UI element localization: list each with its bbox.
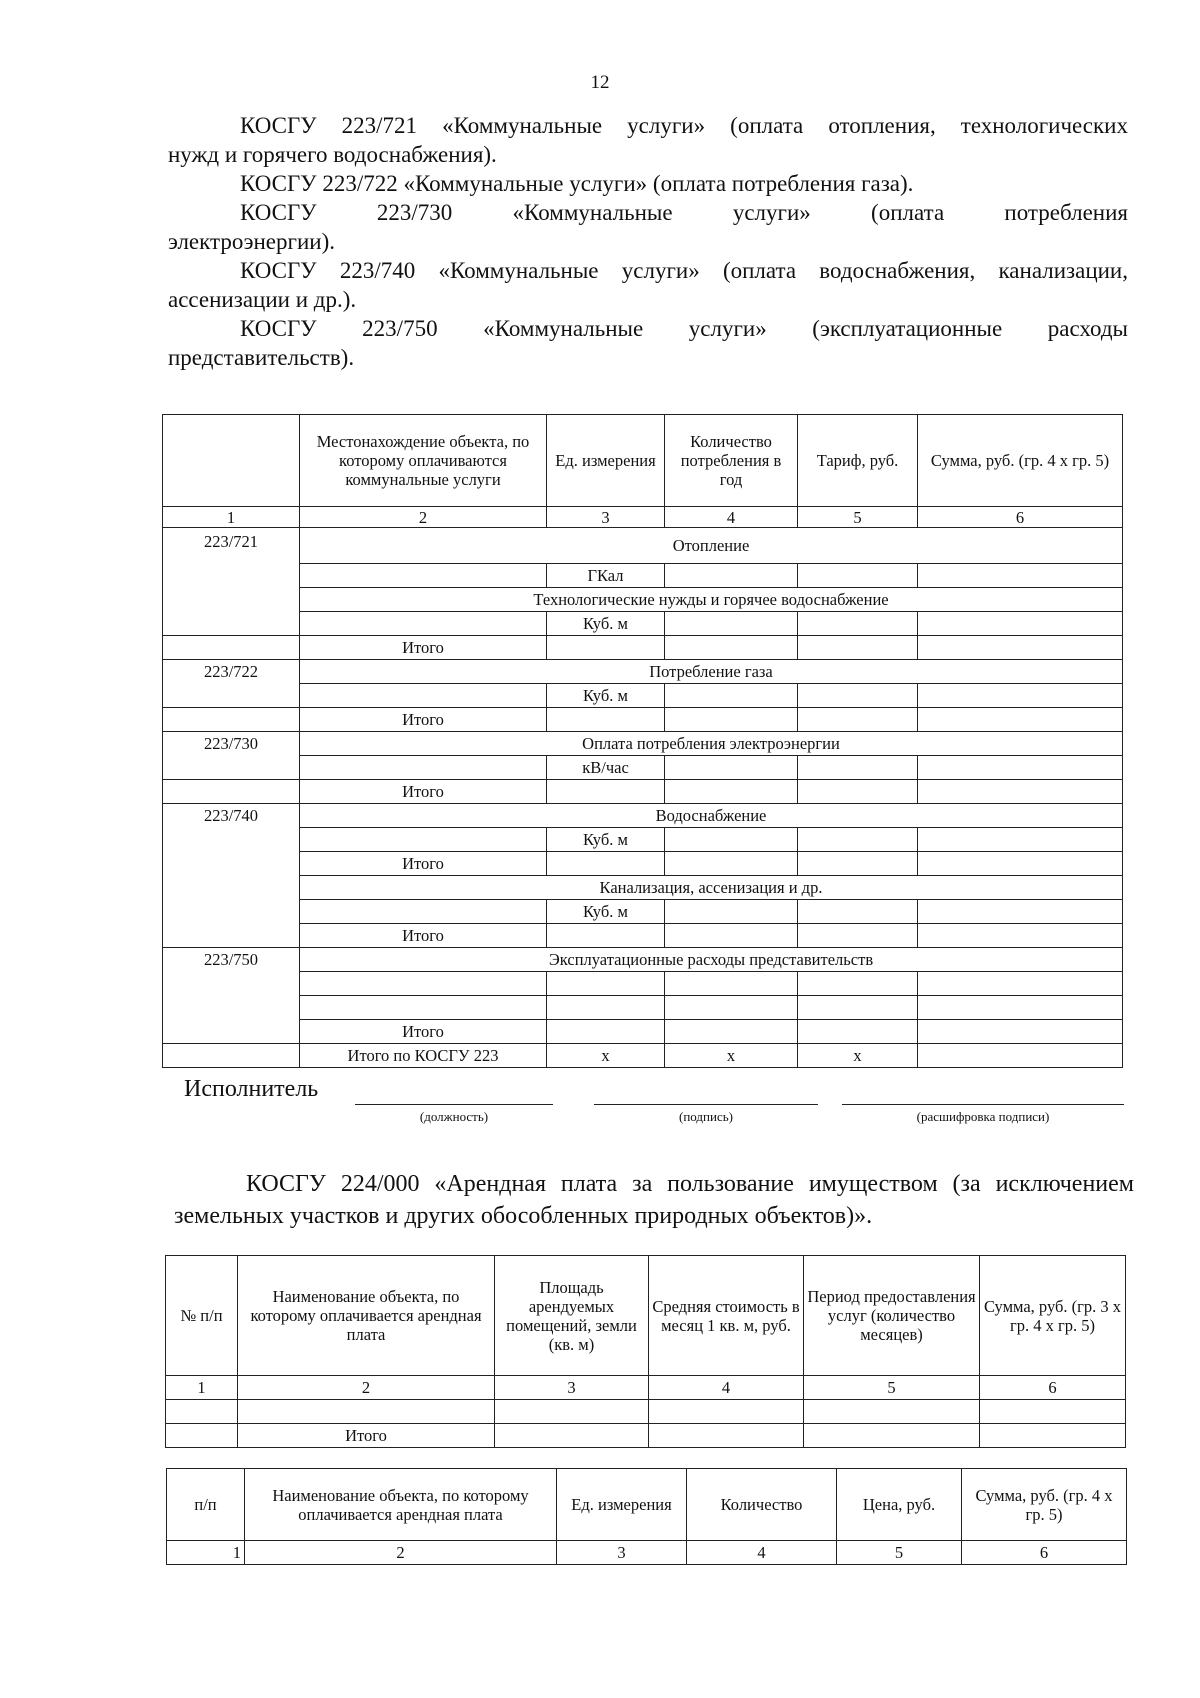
column-number-row (166, 1376, 1126, 1400)
paragraph-223-740-line2: ассенизации и др.). (168, 287, 357, 312)
section-heading: Потребление газа (300, 660, 1123, 684)
table-row (163, 900, 1123, 924)
total-label: Итого (300, 636, 547, 660)
table-row (163, 612, 1123, 636)
total-row (163, 708, 1123, 732)
table-row (163, 972, 1123, 996)
total-label: Итого (300, 924, 547, 948)
rent-table (165, 1255, 1126, 1448)
col-number: 6 (980, 1376, 1126, 1400)
signature-caption: (подпись) (679, 1109, 733, 1124)
unit-cell: Куб. м (547, 612, 665, 636)
header-cell: Средняя стоимость в месяц 1 кв. м, руб. (649, 1256, 804, 1376)
paragraph-223-750-line2: представительств). (168, 345, 355, 370)
col-number: 6 (962, 1541, 1127, 1565)
kosgu-code: 223/750 (163, 948, 300, 1044)
section-heading: Эксплуатационные расходы представительств (300, 948, 1123, 972)
col-number: 1 (166, 1376, 238, 1400)
header-cell: Ед. измерения (557, 1469, 687, 1541)
col-number: 4 (687, 1541, 837, 1565)
header-cell: № п/п (166, 1256, 238, 1376)
paragraph-223-721-line2: нужд и горячего водоснабжения). (168, 142, 497, 167)
header-cell: Количество (687, 1469, 837, 1541)
header-cell: п/п (167, 1469, 245, 1541)
header-cell: Цена, руб. (837, 1469, 962, 1541)
col-number: 1 (167, 1541, 245, 1565)
col-number: 3 (557, 1541, 687, 1565)
utilities-table (162, 414, 1123, 1068)
table-row (163, 996, 1123, 1020)
table-row (163, 756, 1123, 780)
table-header-row (163, 415, 1123, 507)
full-name-caption: (расшифровка подписи) (916, 1109, 1050, 1124)
column-number-row (167, 1541, 1127, 1565)
header-cell: Период предоставления услуг (количество месяцев) (804, 1256, 980, 1376)
col-number: 5 (798, 507, 918, 528)
table-row (163, 588, 1123, 612)
total-label: Итого (300, 708, 547, 732)
section-224-line2: земельных участков и других обособленных природных объектов)». (174, 1203, 873, 1229)
total-label: Итого (300, 852, 547, 876)
position-line (355, 1104, 553, 1105)
unit-cell: кВ/час (547, 756, 665, 780)
total-row (163, 924, 1123, 948)
section-heading: Оплата потребления электроэнергии (300, 732, 1123, 756)
column-number-row (163, 507, 1123, 528)
signature-label: Исполнитель (184, 1076, 319, 1102)
table-row (166, 1400, 1126, 1424)
table-row (163, 564, 1123, 588)
total-row (163, 1020, 1123, 1044)
kosgu-code: 223/722 (163, 660, 300, 708)
page-number: 12 (590, 72, 610, 93)
kosgu-code: 223/730 (163, 732, 300, 780)
header-cell: Ед. измерения (547, 415, 665, 507)
col-number: 4 (665, 507, 798, 528)
intro-paragraphs (168, 111, 1128, 372)
col-number: 5 (837, 1541, 962, 1565)
paragraph-223-730-line2: электроэнергии). (168, 229, 335, 254)
paragraph-223-750-line1: КОСГУ 223/750 «Коммунальные услуги» (эксплуатационные расходы (240, 316, 1128, 341)
section-heading: Отопление (300, 528, 1123, 564)
kosgu-code: 223/721 (163, 528, 300, 636)
x-mark: х (547, 1044, 665, 1068)
section-heading: Технологические нужды и горячее водоснабжение (300, 588, 1123, 612)
signature-line (594, 1104, 818, 1105)
table-row (163, 948, 1123, 972)
total-row (163, 780, 1123, 804)
paragraph-223-721-line1: КОСГУ 223/721 «Коммунальные услуги» (оплата отопления, технологических (240, 113, 1128, 138)
header-cell: Сумма, руб. (гр. 4 х гр. 5) (962, 1469, 1127, 1541)
grand-total-label: Итого по КОСГУ 223 (300, 1044, 547, 1068)
table-row (163, 876, 1123, 900)
kosgu-code: 223/740 (163, 804, 300, 948)
total-label: Итого (238, 1424, 495, 1448)
col-number: 4 (649, 1376, 804, 1400)
paragraph-223-740-line1: КОСГУ 223/740 «Коммунальные услуги» (оплата водоснабжения, канализации, (240, 258, 1128, 283)
table-row (163, 684, 1123, 708)
paragraph-223-722: КОСГУ 223/722 «Коммунальные услуги» (оплата потребления газа). (240, 171, 914, 196)
table-row (163, 528, 1123, 564)
col-number: 5 (804, 1376, 980, 1400)
paragraph-223-730-line1: КОСГУ 223/730 «Коммунальные услуги» (оплата потребления (240, 200, 1128, 225)
section-224-paragraph (174, 1168, 1134, 1232)
total-label: Итого (300, 1020, 547, 1044)
section-heading: Канализация, ассенизация и др. (300, 876, 1123, 900)
header-cell: Сумма, руб. (гр. 4 х гр. 5) (918, 415, 1123, 507)
col-number: 2 (245, 1541, 557, 1565)
x-mark: х (798, 1044, 918, 1068)
col-number: 1 (163, 507, 300, 528)
header-cell: Тариф, руб. (798, 415, 918, 507)
header-cell: Наименование объекта, по которому оплачивается арендная плата (238, 1256, 495, 1376)
header-cell: Местонахождение объекта, по которому оплачиваются коммунальные услуги (300, 415, 547, 507)
header-cell: Площадь арендуемых помещений, земли (кв. м) (495, 1256, 649, 1376)
col-number: 6 (918, 507, 1123, 528)
table-header-row (167, 1469, 1127, 1541)
total-label: Итого (300, 780, 547, 804)
total-row (166, 1424, 1126, 1448)
section-heading: Водоснабжение (300, 804, 1123, 828)
grand-total-row (163, 1044, 1123, 1068)
table-row (163, 828, 1123, 852)
col-number: 3 (495, 1376, 649, 1400)
col-number: 3 (547, 507, 665, 528)
unit-cell: Куб. м (547, 900, 665, 924)
total-row (163, 852, 1123, 876)
header-cell: Сумма, руб. (гр. 3 х гр. 4 х гр. 5) (980, 1256, 1126, 1376)
header-cell (163, 415, 300, 507)
x-mark: х (665, 1044, 798, 1068)
table-row (163, 732, 1123, 756)
full-name-line (842, 1104, 1124, 1105)
section-224-line1: КОСГУ 224/000 «Арендная плата за пользование имуществом (за исключением (246, 1171, 1134, 1197)
header-cell: Количество потребления в год (665, 415, 798, 507)
table-row (163, 804, 1123, 828)
col-number: 2 (238, 1376, 495, 1400)
table-header-row (166, 1256, 1126, 1376)
unit-cell: Куб. м (547, 828, 665, 852)
position-caption: (должность) (419, 1109, 489, 1124)
table-row (163, 660, 1123, 684)
header-cell: Наименование объекта, по которому оплачивается арендная плата (245, 1469, 557, 1541)
unit-cell: ГКал (547, 564, 665, 588)
rent-units-table (166, 1468, 1127, 1565)
col-number: 2 (300, 507, 547, 528)
total-row (163, 636, 1123, 660)
unit-cell: Куб. м (547, 684, 665, 708)
